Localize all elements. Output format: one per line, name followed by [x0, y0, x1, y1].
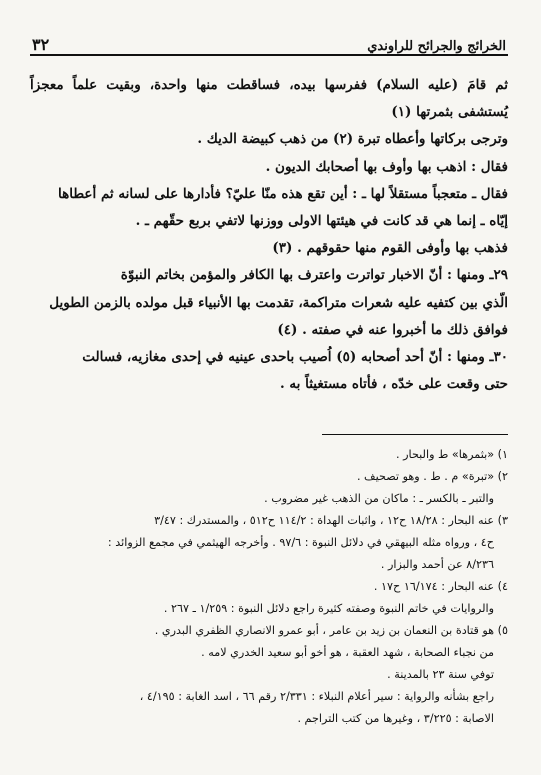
text-line: وترجى بركاتها وأعطاه تبرة (٢) من ذهب كبيضة الديك . — [197, 131, 508, 148]
footnotes — [30, 444, 508, 730]
footnote-line: ٢) «تبرة» م . ط . وهو تصحيف . — [356, 470, 508, 483]
footnote-line: راجع بشأنه والرواية : سير أعلام النبلاء : ٢/٣٣١ رقم ٦٦ ، اسد الغابة : ٤/١٩٥ ، — [139, 690, 494, 703]
footnote-divider — [322, 434, 508, 435]
footnote-line: ٨/٢٣٦ عن أحمد والبزار . — [380, 558, 494, 571]
text-line: ٣٠ـ ومنها : أنّ أحد أصحابه (٥) اُصيب باحدى عينيه في إحدى مغازيه، فسالت — [82, 349, 508, 366]
footnote-line: ح٤ ، ورواه مثله البيهقي في دلائل النبوة : ٩٧/٦ . وأخرجه الهيثمي في مجمع الزوائد : — [107, 536, 494, 549]
page-header — [30, 28, 508, 56]
footnote-line: ٥) هو قتادة بن النعمان بن زيد بن عامر ، أبو عمرو الانصاري الظفري البدري . — [154, 624, 508, 637]
text-line: حتى وقعت على خدّه ، فأتاه مستغيثاً به . — [280, 376, 508, 393]
text-line: فوافق ذلك ما أخبروا عنه في صفته . (٤) — [277, 321, 508, 338]
footnote-line: والروايات في خاتم النبوة وصفته كثيرة راجع دلائل النبوة : ١/٢٥٩ ـ ٢٦٧ . — [163, 602, 494, 615]
footnote-line: توفي سنة ٢٣ بالمدينة . — [387, 668, 494, 681]
main-text — [30, 72, 508, 398]
footnote-line: الاصابة : ٣/٢٢٥ ، وغيرها من كتب التراجم . — [297, 712, 494, 725]
text-line: الّذي بين كتفيه عليه شعرات متراكمة، تقدمت بها الأنبياء قبل مولده بالزمن الطويل — [49, 294, 508, 311]
footnote-line: ١) «بثمرها» ط والبحار . — [396, 448, 508, 461]
text-line: فقال : اذهب بها وأوف بها أصحابك الديون . — [265, 158, 508, 175]
text-line: ٢٩ـ ومنها : أنّ الاخبار تواترت واعترف بها الكافر والمؤمن بخاتم النبوّة — [120, 267, 508, 284]
page-number: ٣٢ — [32, 35, 50, 54]
footnote-line: والتبر ـ بالكسر ـ : ماكان من الذهب غير مضروب . — [264, 492, 494, 505]
text-line: فذهب بها وأوفى القوم منها حقوقهم . (٣) — [272, 240, 508, 257]
text-line: فقال ـ متعجباً مستقلاً لها ـ : أين تقع هذه منّا عليّ؟ فأدارها على لسانه ثم أعطاها — [58, 185, 508, 202]
footnote-line: ٤) عنه البحار : ١٦/١٧٤ ح١٧ . — [373, 580, 508, 593]
text-line: ثم قامَ (عليه السلام) ففرسها بيده، فساقطت منها واحدة، وبقيت علماً معجزاً يُستشفى بثمرتها (١) — [30, 77, 508, 121]
footnote-line: من نجباء الصحابة ، شهد العقبة ، هو أخو أبو سعيد الخدري لامه . — [201, 646, 494, 659]
running-title: الخرائج والجرائح للراوندي — [367, 39, 506, 54]
text-line: إيّاه ـ إنما هي قد كانت في هيئتها الاولى ووزنها لاتفي بربع حقّهم ـ . — [135, 213, 508, 230]
footnote-line: ٣) عنه البحار : ١٨/٢٨ ح١٢ ، واثبات الهداة : ١١٤/٢ ح٥١٢ ، والمستدرك : ٣/٤٧ — [154, 514, 508, 527]
